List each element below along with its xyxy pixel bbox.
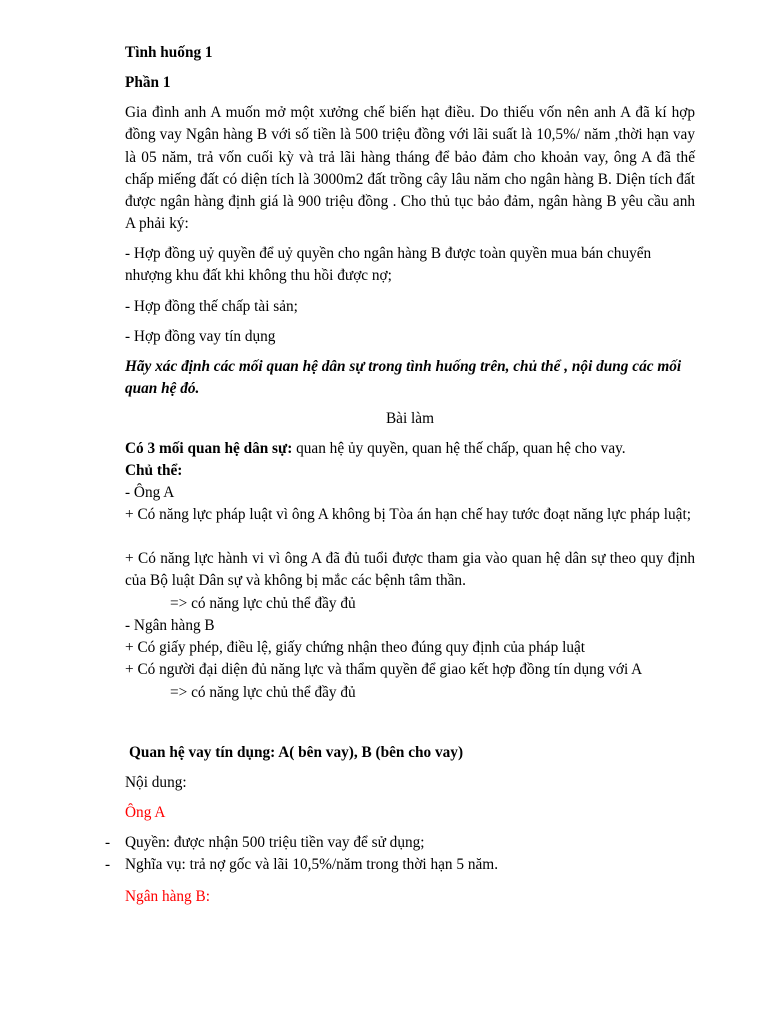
list-item-text: Quyền: được nhận 500 triệu tiền vay để sử dụng; — [125, 834, 425, 851]
subject-a-name: - Ông A — [125, 484, 175, 501]
relations-text: quan hệ ủy quyền, quan hệ thế chấp, quan hệ cho vay. — [292, 440, 626, 457]
party-a-label: Ông A — [125, 804, 166, 821]
subject-b-line: + Có giấy phép, điều lệ, giấy chứng nhận theo đúng quy định của pháp luật — [125, 639, 586, 656]
question-text: Hãy xác định các mối quan hệ dân sự trong tình huống trên, chủ thể , nội dung các mối quan hệ đó. — [125, 358, 682, 398]
subject-b-line: + Có người đại diện đủ năng lực và thẩm quyền để giao kết hợp đồng tín dụng với A — [125, 661, 643, 678]
subject-a-line: + Có năng lực pháp luật vì ông A không bị Tòa án hạn chế hay tước đoạt năng lực pháp luật; — [125, 506, 691, 523]
list-item — [105, 854, 695, 876]
list-item-text: Nghĩa vụ: trả nợ gốc và lãi 10,5%/năm trong thời hạn 5 năm. — [125, 856, 499, 873]
subject-a-line: + Có năng lực hành vi vì ông A đã đủ tuổi được tham gia vào quan hệ dân sự theo quy định của Bộ luật Dân sự và không bị mắc các bệnh tâm thần. — [125, 550, 695, 590]
subjects-label: Chủ thể: — [125, 462, 183, 479]
subject-b-name: - Ngân hàng B — [125, 617, 215, 634]
subject-b-conclusion: => có năng lực chủ thể đầy đủ — [170, 684, 356, 701]
list-item — [105, 832, 695, 854]
contract-item: - Hợp đồng vay tín dụng — [125, 328, 276, 345]
relations-label: Có 3 mối quan hệ dân sự: — [125, 440, 293, 457]
part-heading: Phần 1 — [125, 74, 171, 91]
party-b-label: Ngân hàng B: — [125, 888, 210, 905]
subject-a-conclusion: => có năng lực chủ thể đầy đủ — [170, 595, 356, 612]
contract-item: - Hợp đồng uỷ quyền để uỷ quyền cho ngân hàng B được toàn quyền mua bán chuyển nhượng khu đất khi không thu hồi được nợ; — [125, 245, 652, 285]
relations-line — [125, 438, 695, 460]
bullet-dash: - — [105, 834, 111, 851]
case-heading: Tình huống 1 — [125, 44, 213, 61]
answer-title: Bài làm — [385, 410, 434, 427]
contract-item: - Hợp đồng thế chấp tài sản; — [125, 298, 298, 315]
intro-paragraph: Gia đình anh A muốn mở một xưởng chế biến hạt điều. Do thiếu vốn nên anh A đã kí hợp đồng vay Ngân hàng B với số tiền là 500 triệu đồng với lãi suất là 10,5%/ năm ,thời hạn vay là 05 năm, trả vốn cuối kỳ và trả lãi hàng tháng để bảo đảm cho khoản vay, ông A đã thế chấp miếng đất có diện tích là 3000m2 đất trồng cây lâu năm cho ngân hàng B. Diện tích đất được ngân hàng định giá là 900 triệu đồng . Cho thủ tục bảo đảm, ngân hàng B yêu cầu anh A phải ký: — [125, 104, 695, 233]
content-label: Nội dung: — [125, 774, 187, 791]
loan-heading: Quan hệ vay tín dụng: A( bên vay), B (bên cho vay) — [129, 744, 464, 761]
bullet-dash: - — [105, 856, 111, 873]
